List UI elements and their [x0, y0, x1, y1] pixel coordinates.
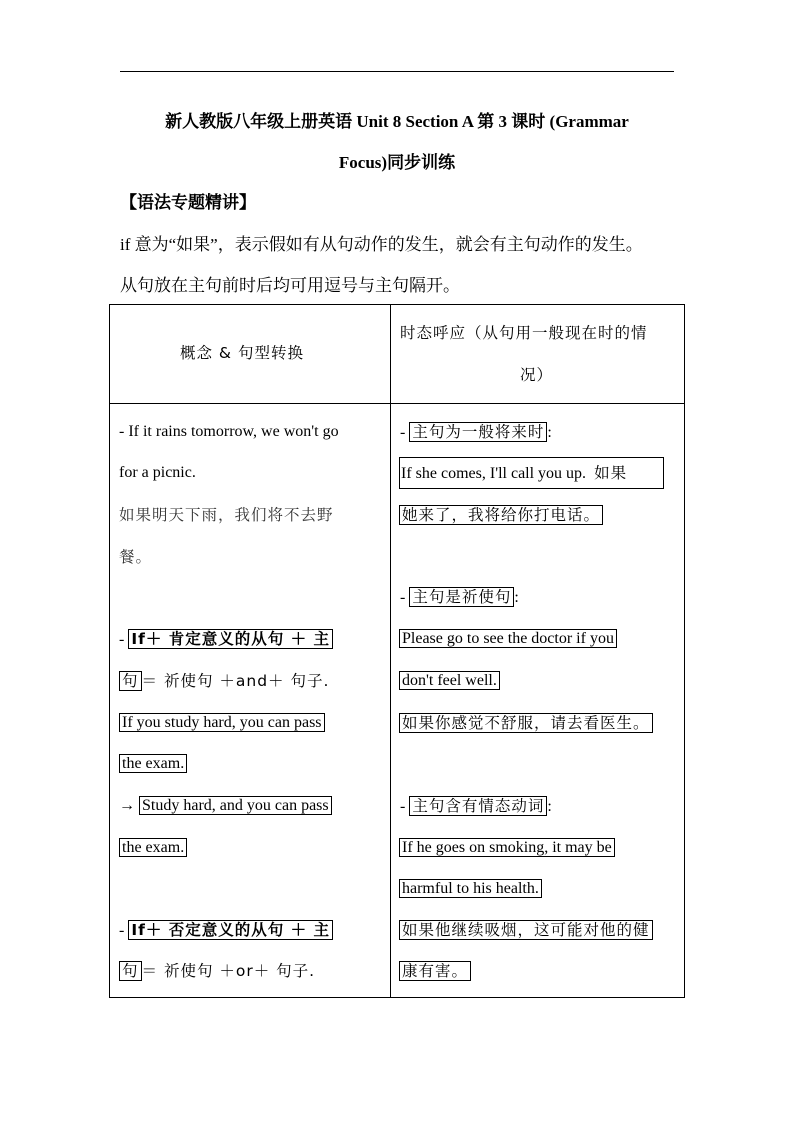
tense-3-example-cn-1: 如果他继续吸烟，这可能对他的健 — [399, 920, 653, 940]
tense-2-example-line-2 — [399, 671, 500, 691]
example-3-line-1 — [119, 796, 332, 816]
tense-3-example-line-1 — [399, 838, 615, 858]
rule-2-line-1 — [119, 920, 333, 941]
tense-2-example-en-2: don't feel well. — [399, 671, 500, 690]
document-title-line-1: 新人教版八年级上册英语 Unit 8 Section A 第 3 课时 (Grammar — [165, 112, 629, 131]
grammar-table — [109, 304, 685, 998]
tense-3-example-line-2 — [399, 879, 542, 899]
example-3-box-line-2: the exam. — [119, 838, 187, 857]
rule-2-dash: - — [119, 922, 129, 939]
header-row-divider — [110, 403, 684, 404]
rule-2-formula-box-end: 句 — [119, 961, 142, 981]
tense-3-heading — [400, 796, 552, 817]
tense-2-example-line-1 — [399, 629, 617, 649]
tense-3-example-line-4 — [399, 961, 471, 981]
example-3-box-line-1: Study hard, and you can pass — [139, 796, 332, 815]
tense-1-label: 主句为一般将来时 — [409, 422, 547, 442]
tense-3-example-en-1: If he goes on smoking, it may be — [399, 838, 615, 857]
rule-2-line-2 — [119, 961, 315, 982]
tense-2-heading — [400, 587, 519, 608]
tense-1-colon: : — [547, 424, 552, 441]
rule-1-transform: ＝ 祈使句 ＋and＋ 句子. — [141, 672, 330, 690]
arrow-icon: → — [119, 797, 139, 814]
tense-2-example-cn: 如果你感觉不舒服，请去看医生。 — [399, 713, 653, 733]
tense-2-example-en-1: Please go to see the doctor if you — [399, 629, 617, 648]
document-title-line-2: Focus)同步训练 — [338, 153, 456, 172]
rule-1-formula-box: If＋ 肯定意义的从句 ＋ 主 — [128, 629, 333, 649]
tense-1-example-line-1 — [401, 463, 627, 484]
rule-1-dash: - — [119, 631, 129, 648]
tense-2-colon: : — [514, 589, 519, 606]
tense-2-dash: - — [400, 589, 410, 606]
tense-3-example-line-3 — [399, 920, 653, 940]
example-2-line-1 — [119, 713, 325, 733]
header-right-line-1: 时态呼应（从句用一般现在时的情 — [400, 324, 648, 342]
example-1-cn-line-1: 如果明天下雨，我们将不去野 — [119, 506, 334, 524]
header-left-cell: 概念 & 句型转换 — [180, 344, 304, 362]
example-2-line-2 — [119, 754, 187, 774]
rule-2-transform: ＝ 祈使句 ＋or＋ 句子. — [141, 962, 316, 980]
intro-line-2: 从句放在主句前时后均可用逗号与主句隔开。 — [120, 276, 460, 295]
header-rule — [120, 71, 674, 72]
example-1-cn-line-2: 餐。 — [119, 548, 153, 566]
rule-2-formula-box: If＋ 否定意义的从句 ＋ 主 — [128, 920, 333, 940]
tense-1-example-line-2 — [399, 505, 603, 525]
rule-1-formula-box-end: 句 — [119, 671, 142, 691]
example-3-line-2 — [119, 838, 187, 858]
example-2-box-line-2: the exam. — [119, 754, 187, 773]
rule-1-line-1 — [119, 629, 333, 650]
tense-3-example-cn-2: 康有害。 — [399, 961, 471, 981]
example-1-en-line-1: - If it rains tomorrow, we won't go — [119, 423, 339, 440]
tense-1-example-en: If she comes, I'll call you up. — [401, 465, 587, 482]
header-right-line-2: 况） — [520, 366, 554, 384]
column-divider — [390, 305, 391, 997]
tense-3-label: 主句含有情态动词 — [409, 796, 547, 816]
section-heading: 【语法专题精讲】 — [120, 193, 256, 212]
tense-2-label: 主句是祈使句 — [409, 587, 514, 607]
tense-3-example-en-2: harmful to his health. — [399, 879, 542, 898]
tense-1-example-cn: 她来了，我将给你打电话。 — [399, 505, 603, 525]
tense-3-dash: - — [400, 798, 410, 815]
example-2-box-line-1: If you study hard, you can pass — [119, 713, 325, 732]
rule-1-line-2 — [119, 671, 329, 692]
tense-1-heading — [400, 422, 552, 443]
tense-1-example-cn-start: 如果 — [594, 464, 628, 482]
tense-3-colon: : — [547, 798, 552, 815]
example-1-en-line-2: for a picnic. — [119, 464, 196, 481]
tense-1-dash: - — [400, 424, 410, 441]
tense-2-example-line-3 — [399, 713, 653, 733]
intro-line-1: if 意为“如果”，表示假如有从句动作的发生，就会有主句动作的发生。 — [120, 235, 643, 254]
